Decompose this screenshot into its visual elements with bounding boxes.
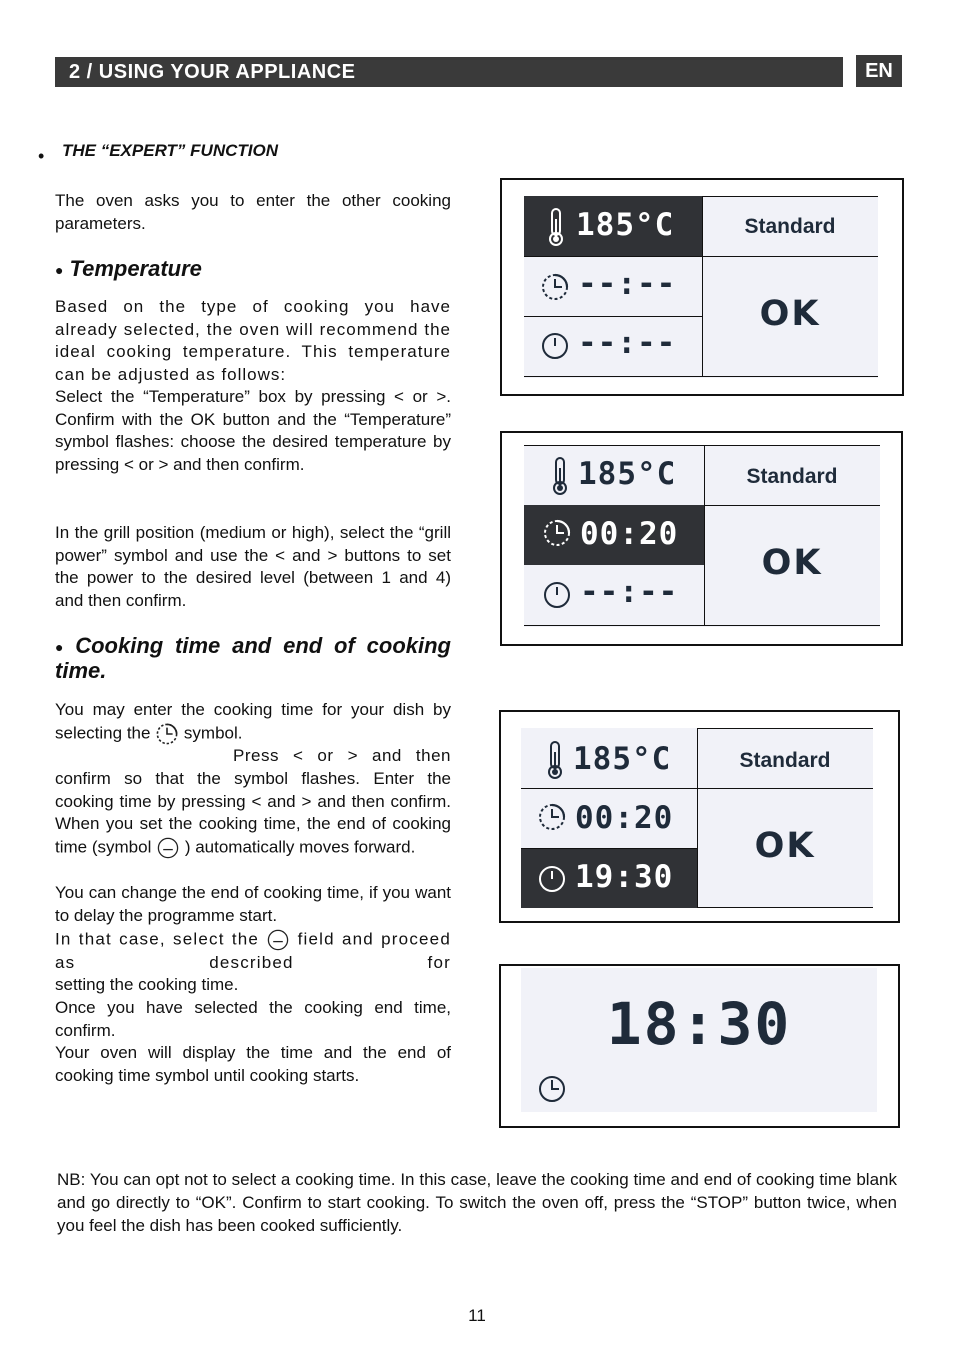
display-screen — [521, 728, 873, 908]
cooking-text-b3: ) automatically moves forward. — [184, 837, 416, 857]
cooking-text-b1: Press < or > and then — [233, 746, 451, 765]
divider — [704, 445, 705, 626]
cooking-duration-icon — [542, 518, 572, 548]
temperature-paragraph-2: Select the “Temperature” box by pressing < or >. Confirm with the OK button and the “Temperature” symbol flashes: choose the desired temperature by pressing < or > and then confirm. — [55, 387, 451, 474]
display-screen — [521, 968, 877, 1112]
heading-cooking-time-text: Cooking time and end of cooking time. — [55, 633, 451, 683]
mode-label: Standard — [746, 465, 838, 488]
temperature-value: 185°C — [576, 207, 675, 243]
intro-paragraph: The oven asks you to enter the other cooking parameters. — [55, 191, 451, 233]
oven-display-1 — [500, 178, 904, 396]
divider — [702, 196, 703, 377]
temperature-paragraph-1: Based on the type of cooking you have already selected, the oven will recommend the ideal cooking temperature. This temperature can be adjusted as follows: — [55, 297, 451, 384]
temperature-box[interactable] — [521, 728, 697, 788]
cooking-paragraph-d1 — [55, 928, 451, 975]
end-time-value: --:-- — [580, 574, 679, 610]
ok-label: OK — [761, 543, 823, 583]
cooking-paragraph-e: Once you have selected the cooking end time, confirm. — [55, 998, 451, 1040]
oven-display-4 — [499, 964, 900, 1128]
cooking-paragraph-f: Your oven will display the time and the end of cooking time symbol until cooking starts. — [55, 1043, 451, 1085]
divider — [524, 625, 880, 626]
temperature-value: 185°C — [578, 456, 677, 492]
divider — [697, 907, 873, 908]
thermometer-icon — [546, 207, 566, 247]
cooking-text-a2: symbol. — [183, 723, 243, 743]
mode-box[interactable] — [702, 196, 878, 256]
end-time-box[interactable] — [524, 565, 704, 625]
mode-box[interactable] — [704, 445, 880, 505]
temperature-paragraph-3: In the grill position (medium or high), select the “grill power” symbol and use the < and > buttons to set the power to the desired level (between 1 and 4) and then confirm. — [55, 523, 451, 610]
page-header-title: 2 / USING YOUR APPLIANCE — [69, 61, 356, 83]
cooking-text-d1: In that case, select the — [55, 929, 260, 949]
section-bullet: • — [38, 146, 45, 166]
nb-note: NB: You can opt not to select a cooking time. In this case, leave the cooking time and end of cooking time blank and go directly to “OK”. Confirm to start cooking. To switch the oven off, press the “STOP” button twice, when you feel the dish has been cooked sufficiently. — [57, 1170, 897, 1235]
end-of-cooking-icon — [542, 580, 572, 610]
heading-cooking-time — [55, 634, 451, 682]
end-of-cooking-icon — [156, 836, 180, 860]
divider — [524, 376, 878, 377]
divider — [524, 316, 702, 317]
cooking-paragraph-a — [55, 699, 451, 746]
heading-temperature — [55, 256, 202, 282]
temperature-box[interactable] — [524, 445, 704, 505]
end-of-cooking-icon — [540, 331, 570, 361]
ok-label: OK — [759, 294, 821, 334]
cooking-duration-icon — [155, 722, 179, 746]
end-time-value: 19:30 — [575, 859, 674, 895]
duration-value: --:-- — [578, 266, 677, 302]
divider — [524, 256, 878, 257]
heading-temperature-text: Temperature — [69, 256, 202, 281]
cooking-duration-icon — [540, 272, 570, 302]
thermometer-icon — [545, 740, 565, 780]
divider — [697, 728, 698, 908]
oven-display-2 — [500, 431, 903, 646]
divider — [521, 848, 697, 849]
duration-value: 00:20 — [580, 516, 679, 552]
divider — [521, 788, 873, 789]
page-number: 11 — [468, 1306, 486, 1325]
heading-bullet: ● — [55, 638, 70, 655]
cooking-paragraph-c: You can change the end of cooking time, if you want to delay the programme start. — [55, 883, 451, 925]
oven-display-3 — [499, 710, 900, 923]
ok-label: OK — [754, 826, 816, 866]
ok-box[interactable] — [702, 256, 878, 376]
divider — [697, 728, 873, 729]
thermometer-icon — [550, 456, 570, 496]
cooking-paragraph-b — [55, 768, 451, 860]
end-time-value: --:-- — [578, 325, 677, 361]
divider — [704, 505, 880, 506]
ok-box[interactable] — [704, 505, 880, 625]
cooking-text-d3: setting the cooking time. — [55, 975, 239, 994]
duration-value: 00:20 — [575, 800, 674, 836]
page-header-bar — [55, 57, 843, 87]
cooking-text-d2: field and proceed as described for — [55, 929, 451, 972]
duration-box[interactable] — [521, 788, 697, 848]
divider — [702, 196, 878, 197]
display-screen — [524, 445, 880, 627]
duration-box[interactable] — [524, 505, 704, 565]
cooking-duration-icon — [537, 802, 567, 832]
display-screen — [524, 196, 878, 378]
ok-box[interactable] — [697, 788, 873, 908]
end-of-cooking-field-icon — [266, 928, 290, 952]
temperature-box[interactable] — [524, 196, 702, 256]
clock-time-value: 18:30 — [606, 990, 792, 1058]
language-badge: EN — [856, 55, 902, 87]
duration-box[interactable] — [524, 256, 702, 316]
cooking-text-a1: You may enter the cooking time for your dish by selecting the — [55, 700, 451, 743]
temperature-value: 185°C — [573, 741, 672, 777]
heading-bullet: ● — [55, 262, 64, 279]
end-time-box[interactable] — [521, 848, 697, 908]
mode-label: Standard — [744, 215, 836, 238]
end-time-box[interactable] — [524, 316, 702, 376]
divider — [524, 445, 880, 446]
end-of-cooking-clock-icon — [537, 1074, 567, 1104]
mode-box[interactable] — [697, 728, 873, 788]
cooking-text-b2: confirm so that the symbol flashes. Enter the cooking time by pressing < and > and then confirm. When you set the cooking time, the end of cooking time (symbol — [55, 769, 451, 857]
end-of-cooking-icon — [537, 864, 567, 894]
mode-label: Standard — [739, 749, 831, 772]
section-title: THE “EXPERT” FUNCTION — [62, 141, 278, 160]
